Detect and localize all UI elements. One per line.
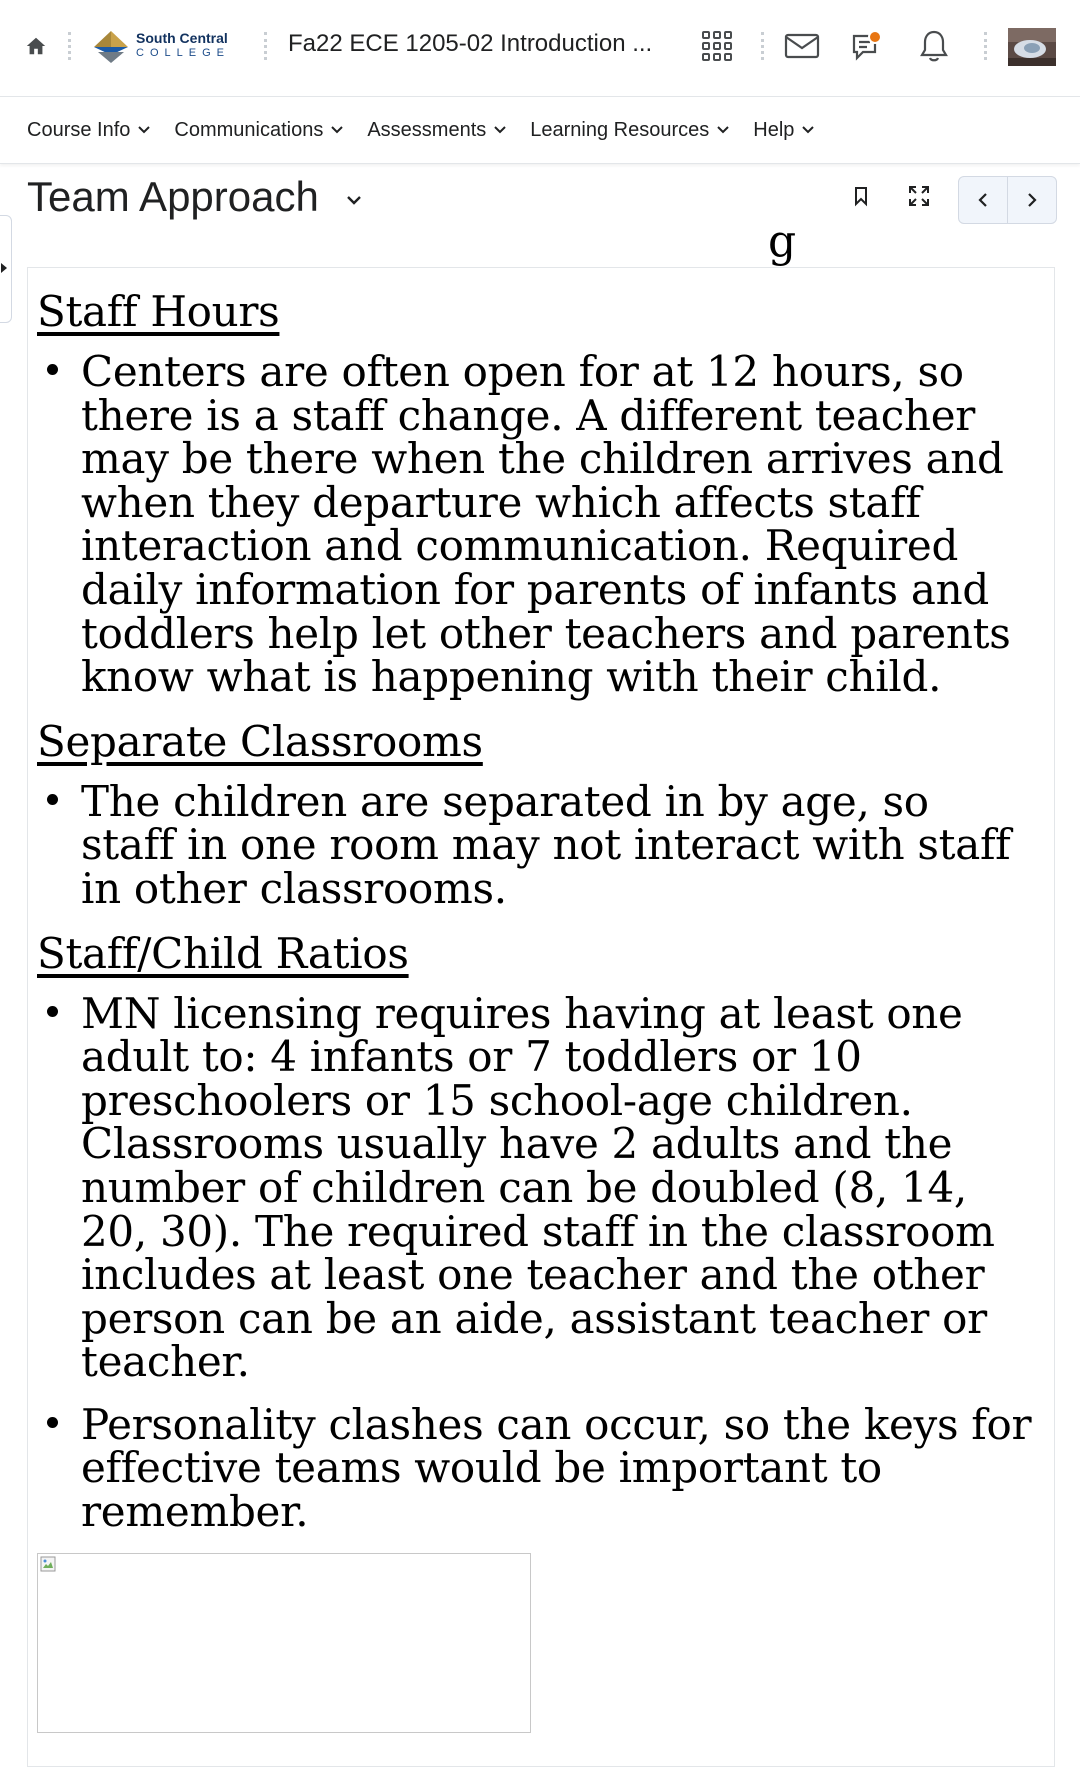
avatar[interactable] [1008, 28, 1056, 66]
list-item-text: The children are separated in by age, so staff in one room may not interact with staff in other classrooms. [81, 776, 1011, 913]
list-item [81, 347, 1042, 702]
bullet-icon [47, 1006, 58, 1017]
chevron-down-icon [717, 126, 729, 134]
logo-subtitle: COLLEGE [136, 47, 230, 59]
previous-topic-button[interactable] [959, 177, 1007, 223]
broken-image-placeholder [37, 1553, 531, 1733]
bullet-list [37, 776, 1042, 913]
caret-right-icon [1, 263, 7, 273]
separator [264, 32, 267, 60]
list-item-text: Centers are often open for at 12 hours, so there is a staff change. A different teacher may be there when the children arrives and when they departure which affects staff interaction and communication. Required daily information for parents of infants and toddlers help let other teachers and parents know what is happening with their child. [81, 347, 1011, 702]
page-title[interactable]: Team Approach [27, 173, 319, 220]
bullet-icon [47, 1417, 58, 1428]
home-icon[interactable] [20, 30, 52, 62]
nav-label: Help [753, 118, 795, 141]
chevron-down-icon[interactable] [346, 195, 362, 205]
separator [761, 32, 764, 60]
bell-icon[interactable] [912, 24, 956, 68]
bullet-list [37, 347, 1042, 702]
nav-course-info[interactable] [27, 119, 150, 142]
topic-pager [958, 176, 1057, 224]
apps-grid-icon[interactable] [695, 24, 739, 68]
list-item [81, 1399, 1042, 1537]
nav-label: Communications [174, 118, 324, 141]
topic-header [0, 165, 1080, 265]
broken-image-icon [40, 1556, 56, 1572]
list-item-text: Personality clashes can occur, so the keys for effective teams would be important to remember. [81, 1399, 1032, 1537]
list-item [81, 988, 1042, 1387]
bookmark-icon[interactable] [842, 177, 880, 215]
list-item [81, 776, 1042, 913]
nav-label: Learning Resources [530, 118, 710, 141]
notification-dot [868, 30, 882, 44]
course-nav-bar [0, 97, 1080, 164]
chat-icon[interactable] [846, 24, 890, 68]
course-title[interactable]: Fa22 ECE 1205-02 Introduction ... [288, 30, 653, 57]
next-topic-button[interactable] [1007, 177, 1056, 223]
section-heading: Staff/Child Ratios [37, 928, 409, 978]
bullet-icon [47, 364, 58, 375]
college-logo[interactable] [92, 26, 242, 66]
nav-assessments[interactable] [367, 119, 506, 142]
fullscreen-icon[interactable] [900, 177, 938, 215]
separator [68, 32, 71, 60]
section-heading: Separate Classrooms [37, 716, 483, 766]
nav-label: Course Info [27, 118, 131, 141]
list-item-text: MN licensing requires having at least one adult to: 4 infants or 7 toddlers or 10 preschoolers or 15 school-age children. Classrooms usually have 2 adults and the number of children can be doubled (8, 14, 20, 30). The required staff in the classroom includes at least one teacher and the other person can be an aide, assistant teacher or teacher. [81, 988, 995, 1387]
chevron-down-icon [138, 126, 150, 134]
nav-communications[interactable] [174, 119, 343, 142]
clipped-text-remnant: g [768, 216, 797, 267]
logo-name: South Central [136, 30, 228, 46]
mail-icon[interactable] [780, 24, 824, 68]
topic-content-frame[interactable] [27, 216, 1055, 1767]
topic-document [37, 288, 1042, 1733]
side-panel-toggle[interactable] [0, 215, 12, 323]
section-heading: Staff Hours [37, 287, 280, 336]
nav-label: Assessments [367, 118, 487, 141]
separator [984, 32, 987, 60]
chevron-left-icon [978, 192, 988, 208]
chevron-right-icon [1027, 192, 1037, 208]
bullet-list [37, 988, 1042, 1537]
nav-help[interactable] [753, 119, 814, 142]
bullet-icon [47, 794, 58, 805]
chevron-down-icon [802, 126, 814, 134]
nav-learning-resources[interactable] [530, 119, 729, 142]
chevron-down-icon [494, 126, 506, 134]
chevron-down-icon [331, 126, 343, 134]
top-bar [0, 0, 1080, 97]
